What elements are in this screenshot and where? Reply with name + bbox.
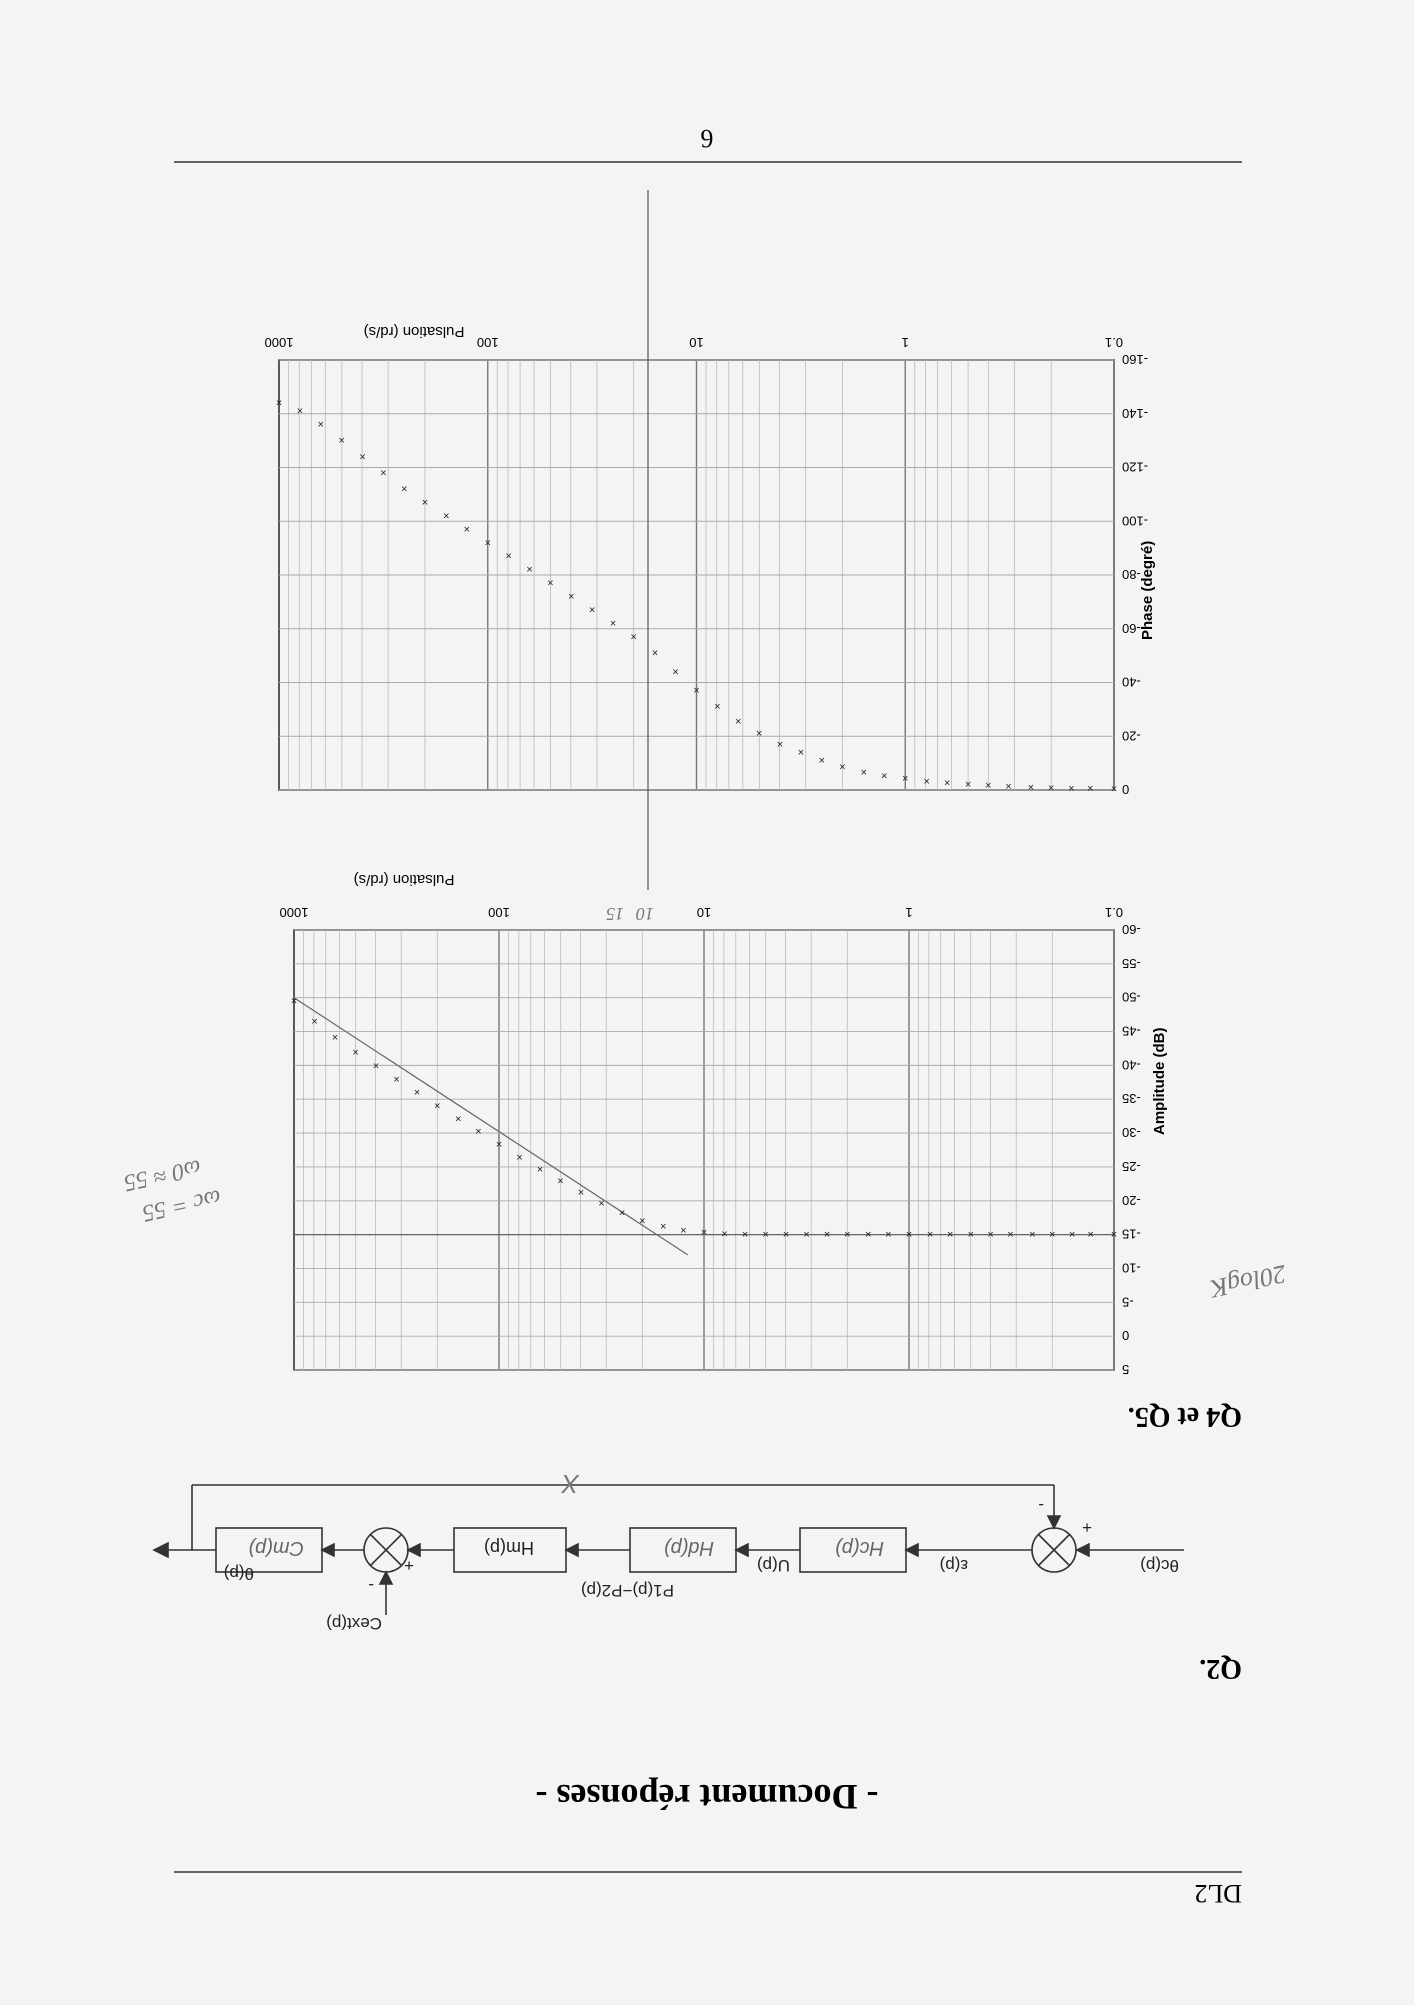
data-point-marker: × [588, 602, 596, 615]
data-point-marker: × [380, 465, 387, 478]
data-point-marker: × [1047, 780, 1055, 793]
data-point-marker: × [421, 495, 429, 508]
y-tick-label: -140 [1122, 405, 1149, 421]
y-tick-label: -5 [1122, 1294, 1134, 1310]
data-point-marker: × [639, 1214, 646, 1227]
data-point-marker: × [1005, 779, 1012, 792]
data-point-marker: × [1027, 780, 1035, 793]
data-point-marker: × [547, 576, 554, 589]
data-point-marker: × [338, 433, 345, 446]
data-point-marker: × [598, 1196, 605, 1209]
data-point-marker: × [823, 1227, 831, 1240]
data-point-marker: × [290, 994, 298, 1007]
data-point-marker: × [776, 737, 784, 750]
axis-mark-2: 15 [606, 904, 624, 924]
data-point-marker: × [844, 1227, 851, 1240]
data-point-marker: × [1110, 781, 1118, 794]
data-point-marker: × [1029, 1227, 1036, 1240]
data-point-marker: × [317, 417, 324, 430]
data-point-marker: × [413, 1085, 421, 1098]
data-point-marker: × [443, 508, 450, 521]
data-point-marker: × [926, 1227, 934, 1240]
controller-block-text: Hc(p) [835, 1537, 884, 1559]
distributor-block-text: Hd(p) [663, 1537, 714, 1559]
y-tick-label: -55 [1122, 955, 1141, 971]
data-point-marker: × [818, 753, 826, 766]
amplitude-grid [294, 930, 1114, 1370]
data-point-marker: × [1068, 1227, 1076, 1240]
data-point-marker: × [680, 1223, 687, 1236]
data-point-marker: × [741, 1227, 749, 1240]
y-tick-label: -20 [1122, 1192, 1141, 1208]
note-line-1: ωc = 55 [139, 1184, 224, 1227]
phase-chart [265, 323, 1156, 797]
data-point-marker: × [755, 726, 763, 739]
data-point-marker: × [943, 776, 951, 789]
data-point-marker: × [536, 1162, 544, 1175]
data-point-marker: × [700, 1225, 708, 1238]
data-point-marker: × [1007, 1227, 1014, 1240]
feedback-cross-mark: X [561, 1469, 579, 1499]
x-tick-label: 0.1 [1104, 335, 1124, 350]
data-point-marker: × [721, 1226, 728, 1239]
data-point-marker: × [609, 616, 617, 629]
x-tick-label: 0.1 [1104, 905, 1124, 920]
amplitude-y-ticks [1122, 922, 1141, 1377]
y-tick-label: -100 [1122, 513, 1149, 529]
y-tick-label: -20 [1122, 728, 1141, 744]
inertia-block-text: Cm(p) [248, 1537, 304, 1559]
y-tick-label: -50 [1122, 989, 1141, 1005]
data-point-marker: × [839, 760, 846, 773]
y-tick-label: -60 [1122, 922, 1141, 937]
data-point-marker: × [782, 1227, 790, 1240]
y-tick-label: -80 [1122, 567, 1141, 582]
data-point-marker: × [505, 549, 512, 562]
data-point-marker: × [352, 1045, 359, 1058]
sum2-minus-sign: - [368, 1576, 374, 1595]
data-point-marker: × [372, 1059, 380, 1072]
data-point-marker: × [1110, 1227, 1118, 1240]
data-point-marker: × [803, 1227, 810, 1240]
sum1-plus-sign: + [1082, 1518, 1092, 1537]
data-point-marker: × [1049, 1227, 1056, 1240]
y-tick-label: -40 [1122, 674, 1141, 690]
data-point-marker: × [651, 645, 659, 658]
x-tick-label: 1000 [264, 335, 294, 350]
data-point-marker: × [630, 629, 637, 642]
page-number: 6 [700, 124, 714, 153]
data-point-marker: × [557, 1174, 564, 1187]
feedback-arrowhead [1048, 1516, 1060, 1528]
data-point-marker: × [516, 1150, 523, 1163]
y-tick-label: -30 [1122, 1125, 1141, 1141]
error-arrowhead [906, 1544, 918, 1556]
data-point-marker: × [475, 1124, 482, 1137]
pressure-signal-label: P1(p)−P2(p) [580, 1581, 674, 1600]
data-point-marker: × [672, 664, 679, 677]
gain-annotation: 20logK [1207, 1259, 1289, 1304]
output-arrowhead [154, 1543, 168, 1557]
cm-input-arrowhead [322, 1544, 334, 1556]
sum2-plus-sign: + [404, 1556, 414, 1575]
y-tick-label: 0 [1122, 1328, 1130, 1344]
disturbance-label: Cext(p) [326, 1614, 382, 1633]
y-tick-label: -120 [1122, 459, 1149, 475]
data-point-marker: × [905, 1227, 913, 1240]
data-point-marker: × [735, 714, 742, 727]
data-point-marker: × [331, 1030, 339, 1043]
data-point-marker: × [714, 699, 721, 712]
output-signal-label: θ(p) [223, 1564, 254, 1583]
input-signal-label: θc(p) [1140, 1556, 1179, 1575]
data-point-marker: × [881, 769, 888, 782]
data-point-marker: × [401, 482, 408, 494]
y-tick-label: -10 [1122, 1260, 1141, 1276]
x-tick-label: 100 [476, 335, 499, 350]
data-point-marker: × [860, 765, 867, 778]
torque-arrowhead [408, 1544, 420, 1556]
disturbance-arrowhead [380, 1572, 392, 1584]
phase-xlabel: Pulsation (rd/s) [363, 323, 465, 340]
y-tick-label: -35 [1122, 1091, 1141, 1107]
x-tick-label: 1 [901, 335, 909, 350]
x-tick-label: 100 [488, 905, 510, 920]
y-tick-label: -45 [1122, 1023, 1141, 1039]
x-tick-label: 10 [696, 905, 712, 920]
data-point-marker: × [923, 774, 930, 787]
y-tick-label: -60 [1122, 620, 1141, 636]
amplitude-x-ticks [280, 905, 1124, 920]
data-point-marker: × [495, 1137, 503, 1150]
data-point-marker: × [1068, 781, 1075, 794]
note-line-2: ω0 ≈ 55 [121, 1154, 204, 1196]
data-point-marker: × [275, 396, 283, 408]
amplitude-chart [280, 871, 1168, 1377]
y-tick-label: -15 [1122, 1226, 1141, 1242]
document-title: - Document réponses - [535, 1777, 879, 1817]
asymptote-line [294, 998, 688, 1255]
motor-block-text: Hm(p) [484, 1538, 534, 1558]
data-point-marker: × [946, 1227, 954, 1240]
amplitude-ylabel: Amplitude (dB) [1151, 1027, 1168, 1135]
data-point-marker: × [455, 1111, 462, 1124]
data-point-marker: × [296, 404, 304, 417]
data-point-marker: × [985, 778, 992, 791]
y-tick-label: -40 [1122, 1057, 1141, 1073]
data-point-marker: × [484, 535, 491, 548]
data-point-marker: × [1087, 1227, 1094, 1240]
y-tick-label: 0 [1122, 782, 1130, 797]
data-point-marker: × [967, 1227, 974, 1240]
data-point-marker: × [902, 771, 909, 784]
data-point-marker: × [865, 1227, 872, 1240]
u-arrowhead [736, 1544, 748, 1556]
q2-label: Q2. [1199, 1653, 1242, 1684]
phase-grid [279, 360, 1114, 793]
x-tick-label: 1000 [279, 905, 309, 920]
data-point-marker: × [885, 1227, 892, 1240]
data-point-marker: × [762, 1227, 769, 1240]
y-tick-label: 5 [1122, 1362, 1130, 1377]
input-arrowhead [1077, 1544, 1089, 1556]
data-point-marker: × [393, 1072, 400, 1085]
data-point-marker: × [797, 745, 805, 758]
q4q5-label: Q4 et Q5. [1127, 1401, 1242, 1432]
axis-mark-1: 10 [636, 904, 654, 924]
x-tick-label: 10 [689, 335, 704, 350]
data-point-marker: × [660, 1219, 667, 1232]
data-point-marker: × [577, 1185, 585, 1198]
data-point-marker: × [964, 777, 972, 790]
data-point-marker: × [526, 562, 533, 575]
data-point-marker: × [359, 449, 366, 462]
data-point-marker: × [618, 1205, 626, 1218]
phase-ylabel: Phase (degré) [1139, 540, 1156, 640]
data-point-marker: × [311, 1014, 318, 1027]
data-point-marker: × [463, 522, 471, 535]
data-point-marker: × [568, 589, 575, 602]
data-point-marker: × [434, 1099, 441, 1111]
u-signal-label: U(p) [756, 1556, 790, 1575]
pressure-arrowhead [566, 1544, 578, 1556]
course-code: DL2 [1194, 1879, 1242, 1908]
y-tick-label: -25 [1122, 1158, 1141, 1174]
data-point-marker: × [1086, 781, 1094, 794]
data-point-marker: × [693, 683, 700, 696]
data-point-marker: × [987, 1227, 994, 1240]
amplitude-xlabel: Pulsation (rd/s) [353, 871, 455, 888]
y-tick-label: -160 [1122, 352, 1149, 367]
sum1-minus-sign: - [1038, 1496, 1044, 1515]
error-signal-label: ε(p) [939, 1556, 968, 1575]
x-tick-label: 1 [905, 905, 913, 920]
